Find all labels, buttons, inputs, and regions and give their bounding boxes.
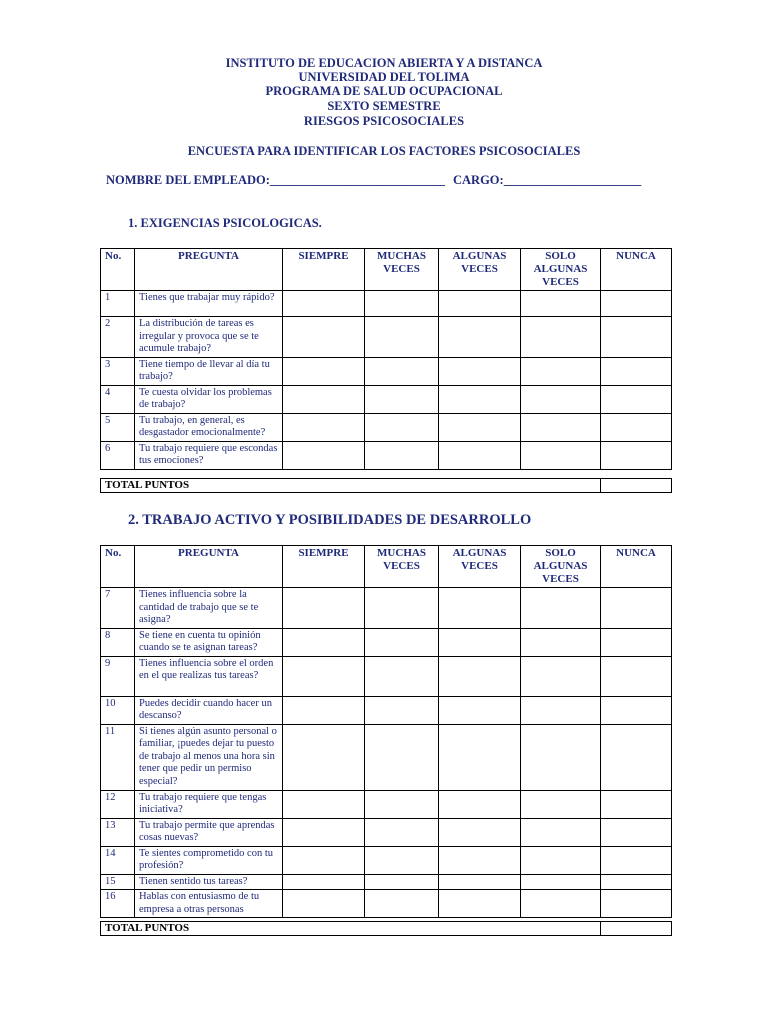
answer-cell-nunca[interactable] [601, 628, 672, 656]
question-number: 13 [101, 818, 135, 846]
answer-cell-solo-algunas-veces[interactable] [521, 588, 601, 629]
section-2-title: 2. TRABAJO ACTIVO Y POSIBILIDADES DE DESARROLLO [128, 512, 532, 528]
answer-cell-siempre[interactable] [283, 413, 365, 441]
semester: SEXTO SEMESTRE [327, 99, 441, 113]
answer-cell-solo-algunas-veces[interactable] [521, 413, 601, 441]
employee-name-field[interactable]: NOMBRE DEL EMPLEADO:____________________________ [106, 173, 445, 187]
question-number: 6 [101, 441, 135, 469]
question-text: Tu trabajo permite que aprendas cosas nuevas? [135, 818, 283, 846]
answer-cell-muchas-veces[interactable] [365, 317, 439, 358]
table-row [101, 890, 672, 918]
table-row [101, 413, 672, 441]
col-solo-algunas-veces: SOLO ALGUNAS VECES [521, 546, 601, 588]
answer-cell-algunas-veces[interactable] [439, 724, 521, 790]
col-algunas-veces: ALGUNAS VECES [439, 249, 521, 291]
answer-cell-nunca[interactable] [601, 846, 672, 874]
subject: RIESGOS PSICOSOCIALES [303, 114, 465, 128]
answer-cell-nunca[interactable] [601, 790, 672, 818]
col-solo-algunas-veces: SOLO ALGUNAS VECES [521, 249, 601, 291]
answer-cell-algunas-veces[interactable] [439, 656, 521, 696]
answer-cell-muchas-veces[interactable] [365, 790, 439, 818]
answer-cell-muchas-veces[interactable] [365, 357, 439, 385]
answer-cell-algunas-veces[interactable] [439, 385, 521, 413]
col-algunas-veces: ALGUNAS VECES [439, 546, 521, 588]
table-row [101, 724, 672, 790]
question-number: 5 [101, 413, 135, 441]
answer-cell-muchas-veces[interactable] [365, 628, 439, 656]
answer-cell-solo-algunas-veces[interactable] [521, 818, 601, 846]
answer-cell-muchas-veces[interactable] [365, 724, 439, 790]
answer-cell-nunca[interactable] [601, 413, 672, 441]
col-no: No. [101, 249, 135, 291]
table-row [101, 291, 672, 317]
answer-cell-nunca[interactable] [601, 818, 672, 846]
university-name: UNIVERSIDAD DEL TOLIMA [298, 70, 470, 84]
question-number: 9 [101, 656, 135, 696]
question-text: Tienes influencia sobre el orden en el que realizas tus tareas? [135, 656, 283, 696]
answer-cell-siempre[interactable] [283, 874, 365, 890]
answer-cell-solo-algunas-veces[interactable] [521, 385, 601, 413]
answer-cell-siempre[interactable] [283, 317, 365, 358]
table-header-row [101, 546, 672, 588]
answer-cell-nunca[interactable] [601, 724, 672, 790]
answer-cell-algunas-veces[interactable] [439, 846, 521, 874]
answer-cell-siempre[interactable] [283, 724, 365, 790]
total-value-1[interactable] [601, 479, 672, 493]
cargo-field[interactable]: CARGO:______________________ [453, 173, 642, 187]
answer-cell-siempre[interactable] [283, 385, 365, 413]
col-pregunta: PREGUNTA [135, 249, 283, 291]
table-row [101, 656, 672, 696]
table-row [101, 628, 672, 656]
answer-cell-algunas-veces[interactable] [439, 890, 521, 918]
answer-cell-muchas-veces[interactable] [365, 385, 439, 413]
question-text: Tienen sentido tus tareas? [135, 874, 283, 890]
answer-cell-nunca[interactable] [601, 696, 672, 724]
answer-cell-siempre[interactable] [283, 818, 365, 846]
program-name: PROGRAMA DE SALUD OCUPACIONAL [265, 84, 503, 98]
question-text: Si tienes algún asunto personal o familiar, ¡puedes dejar tu puesto de trabajo al menos una hora sin tener que pedir un permiso especial? [135, 724, 283, 790]
answer-cell-algunas-veces[interactable] [439, 588, 521, 629]
question-text: Tienes que trabajar muy rápido? [135, 291, 283, 317]
total-row-1 [100, 478, 672, 493]
question-number: 3 [101, 357, 135, 385]
table-row [101, 818, 672, 846]
question-text: La distribución de tareas es irregular y provoca que se te acumule trabajo? [135, 317, 283, 358]
answer-cell-nunca[interactable] [601, 291, 672, 317]
question-text: Te sientes comprometido con tu profesión? [135, 846, 283, 874]
answer-cell-siempre[interactable] [283, 656, 365, 696]
answer-cell-algunas-veces[interactable] [439, 818, 521, 846]
col-muchas-veces: MUCHAS VECES [365, 249, 439, 291]
answer-cell-algunas-veces[interactable] [439, 357, 521, 385]
table-row [101, 385, 672, 413]
survey-title: ENCUESTA PARA IDENTIFICAR LOS FACTORES PSICOSOCIALES [187, 144, 581, 158]
question-number: 15 [101, 874, 135, 890]
question-number: 2 [101, 317, 135, 358]
questions-table-2 [100, 545, 672, 918]
answer-cell-nunca[interactable] [601, 317, 672, 358]
question-number: 1 [101, 291, 135, 317]
question-number: 4 [101, 385, 135, 413]
answer-cell-muchas-veces[interactable] [365, 874, 439, 890]
answer-cell-algunas-veces[interactable] [439, 790, 521, 818]
answer-cell-algunas-veces[interactable] [439, 874, 521, 890]
table-row [101, 846, 672, 874]
question-number: 8 [101, 628, 135, 656]
table-row [101, 357, 672, 385]
answer-cell-siempre[interactable] [283, 291, 365, 317]
question-number: 12 [101, 790, 135, 818]
answer-cell-siempre[interactable] [283, 588, 365, 629]
col-muchas-veces: MUCHAS VECES [365, 546, 439, 588]
answer-cell-solo-algunas-veces[interactable] [521, 846, 601, 874]
answer-cell-algunas-veces[interactable] [439, 317, 521, 358]
answer-cell-muchas-veces[interactable] [365, 441, 439, 469]
answer-cell-siempre[interactable] [283, 357, 365, 385]
col-nunca: NUNCA [601, 546, 672, 588]
col-nunca: NUNCA [601, 249, 672, 291]
col-pregunta: PREGUNTA [135, 546, 283, 588]
institution-name: INSTITUTO DE EDUCACION ABIERTA Y A DISTANCA [225, 56, 543, 70]
answer-cell-nunca[interactable] [601, 588, 672, 629]
answer-cell-muchas-veces[interactable] [365, 818, 439, 846]
total-label-2: TOTAL PUNTOS [101, 922, 601, 936]
answer-cell-siempre[interactable] [283, 790, 365, 818]
question-number: 14 [101, 846, 135, 874]
table-row [101, 790, 672, 818]
table-row [101, 441, 672, 469]
answer-cell-muchas-veces[interactable] [365, 696, 439, 724]
answer-cell-muchas-veces[interactable] [365, 413, 439, 441]
total-label-1: TOTAL PUNTOS [101, 479, 601, 493]
question-text: Puedes decidir cuando hacer un descanso? [135, 696, 283, 724]
answer-cell-siempre[interactable] [283, 441, 365, 469]
question-number: 16 [101, 890, 135, 918]
question-text: Tu trabajo, en general, es desgastador emocionalmente? [135, 413, 283, 441]
question-number: 10 [101, 696, 135, 724]
total-value-2[interactable] [601, 922, 672, 936]
answer-cell-muchas-veces[interactable] [365, 890, 439, 918]
answer-cell-solo-algunas-veces[interactable] [521, 874, 601, 890]
answer-cell-algunas-veces[interactable] [439, 441, 521, 469]
question-text: Tu trabajo requiere que tengas iniciativa? [135, 790, 283, 818]
col-siempre: SIEMPRE [283, 546, 365, 588]
answer-cell-solo-algunas-veces[interactable] [521, 628, 601, 656]
question-text: Hablas con entusiasmo de tu empresa a otras personas [135, 890, 283, 918]
question-text: Tu trabajo requiere que escondas tus emociones? [135, 441, 283, 469]
question-number: 11 [101, 724, 135, 790]
answer-cell-muchas-veces[interactable] [365, 656, 439, 696]
questions-table-1 [100, 248, 672, 470]
answer-cell-solo-algunas-veces[interactable] [521, 656, 601, 696]
answer-cell-solo-algunas-veces[interactable] [521, 790, 601, 818]
answer-cell-siempre[interactable] [283, 846, 365, 874]
answer-cell-solo-algunas-veces[interactable] [521, 441, 601, 469]
answer-cell-algunas-veces[interactable] [439, 696, 521, 724]
question-text: Te cuesta olvidar los problemas de trabajo? [135, 385, 283, 413]
answer-cell-siempre[interactable] [283, 628, 365, 656]
question-text: Se tiene en cuenta tu opinión cuando se te asignan tareas? [135, 628, 283, 656]
answer-cell-solo-algunas-veces[interactable] [521, 357, 601, 385]
table-header-row [101, 249, 672, 291]
section-1-title: 1. EXIGENCIAS PSICOLOGICAS. [128, 216, 322, 230]
answer-cell-algunas-veces[interactable] [439, 413, 521, 441]
answer-cell-solo-algunas-veces[interactable] [521, 291, 601, 317]
answer-cell-nunca[interactable] [601, 385, 672, 413]
answer-cell-algunas-veces[interactable] [439, 291, 521, 317]
answer-cell-nunca[interactable] [601, 890, 672, 918]
answer-cell-siempre[interactable] [283, 890, 365, 918]
question-text: Tienes influencia sobre la cantidad de trabajo que se te asigna? [135, 588, 283, 629]
table-row [101, 874, 672, 890]
table-row [101, 588, 672, 629]
answer-cell-nunca[interactable] [601, 656, 672, 696]
answer-cell-solo-algunas-veces[interactable] [521, 317, 601, 358]
answer-cell-algunas-veces[interactable] [439, 628, 521, 656]
table-row [101, 696, 672, 724]
answer-cell-solo-algunas-veces[interactable] [521, 890, 601, 918]
question-number: 7 [101, 588, 135, 629]
answer-cell-solo-algunas-veces[interactable] [521, 696, 601, 724]
answer-cell-muchas-veces[interactable] [365, 846, 439, 874]
answer-cell-siempre[interactable] [283, 696, 365, 724]
answer-cell-nunca[interactable] [601, 357, 672, 385]
answer-cell-nunca[interactable] [601, 441, 672, 469]
answer-cell-solo-algunas-veces[interactable] [521, 724, 601, 790]
col-no: No. [101, 546, 135, 588]
answer-cell-muchas-veces[interactable] [365, 588, 439, 629]
answer-cell-muchas-veces[interactable] [365, 291, 439, 317]
total-row-2 [100, 921, 672, 936]
answer-cell-nunca[interactable] [601, 874, 672, 890]
question-text: Tiene tiempo de llevar al día tu trabajo? [135, 357, 283, 385]
table-row [101, 317, 672, 358]
col-siempre: SIEMPRE [283, 249, 365, 291]
